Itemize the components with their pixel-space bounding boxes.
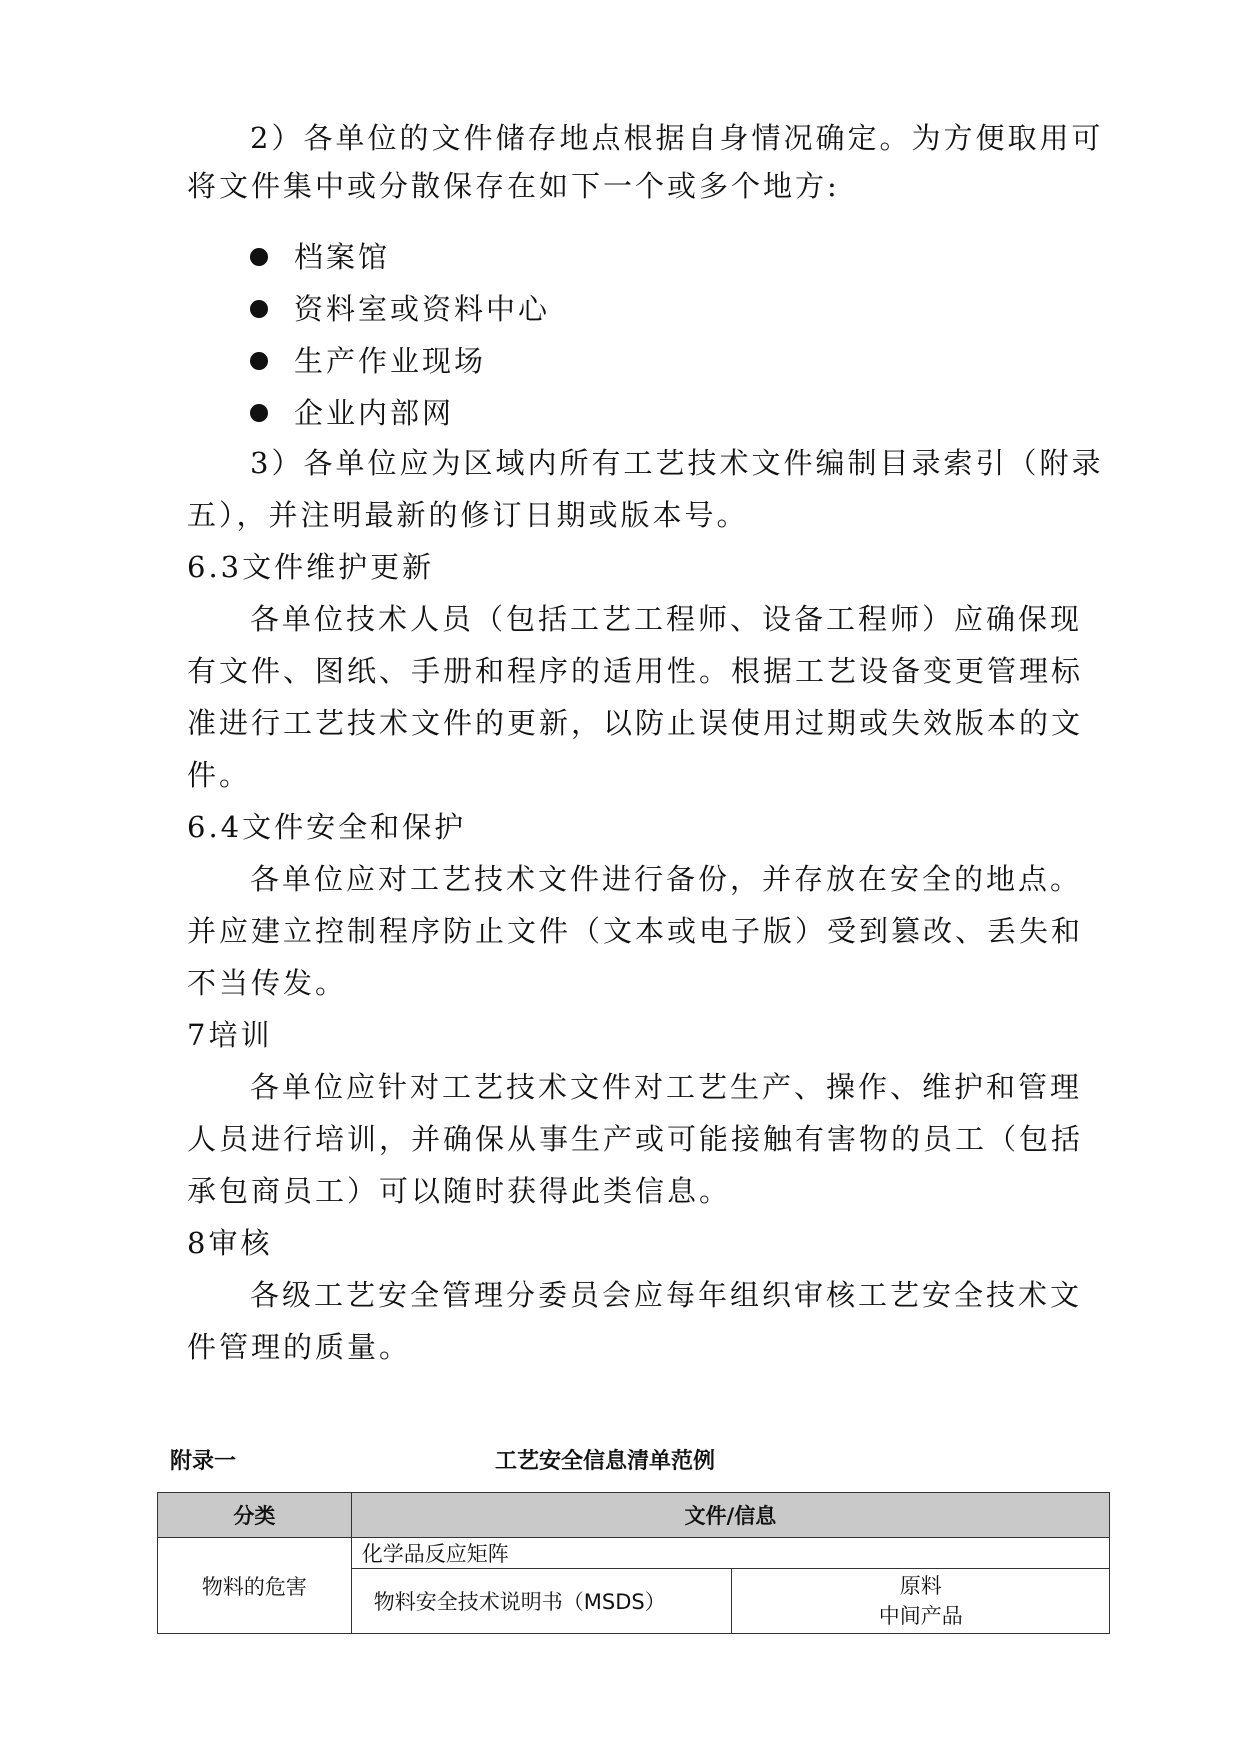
bullet-item: 生产作业现场	[294, 344, 487, 378]
table-row	[158, 1538, 1110, 1569]
appendix-title: 工艺安全信息清单范例	[495, 1449, 716, 1474]
bullet-dot-icon	[250, 404, 268, 422]
bullet-dot-icon	[250, 352, 268, 370]
file-cell: 化学品反应矩阵	[351, 1538, 1109, 1569]
bullet-dot-icon	[250, 248, 268, 266]
paragraph-line: 各级工艺安全管理分委员会应每年组织审核工艺安全技术文	[250, 1278, 1083, 1312]
paragraph-line: 不当传发。	[187, 966, 348, 1000]
section-heading: 8审核	[187, 1226, 273, 1260]
info-table	[157, 1492, 1110, 1634]
paragraph-line: 承包商员工）可以随时获得此类信息。	[187, 1174, 732, 1208]
bullet-item: 档案馆	[294, 240, 391, 274]
appendix-label: 附录一	[170, 1449, 237, 1474]
section-heading: 7培训	[187, 1018, 273, 1052]
header-category: 分类	[158, 1493, 352, 1538]
paragraph-line: 2）各单位的文件储存地点根据自身情况确定。为方便取用可	[250, 121, 1104, 155]
bullet-item: 资料室或资料中心	[294, 292, 551, 326]
paragraph-line: 准进行工艺技术文件的更新，以防止误使用过期或失效版本的文	[187, 706, 1084, 740]
detail-line: 原料	[899, 1574, 942, 1598]
paragraph-line: 五），并注明最新的修订日期或版本号。	[187, 498, 749, 532]
paragraph-line: 件管理的质量。	[187, 1330, 412, 1364]
header-file-info: 文件/信息	[351, 1493, 1109, 1538]
file-cell: 物料安全技术说明书（MSDS）	[351, 1569, 732, 1634]
bullet-item: 企业内部网	[294, 396, 455, 430]
paragraph-line: 有文件、图纸、手册和程序的适用性。根据工艺设备变更管理标	[187, 654, 1084, 688]
paragraph-line: 各单位技术人员（包括工艺工程师、设备工程师）应确保现	[250, 602, 1083, 636]
table-header-row	[158, 1493, 1110, 1538]
section-heading: 6.3文件维护更新	[187, 550, 435, 584]
detail-line: 中间产品	[878, 1604, 963, 1628]
paragraph-line: 将文件集中或分散保存在如下一个或多个地方:	[187, 169, 840, 203]
paragraph-line: 并应建立控制程序防止文件（文本或电子版）受到篡改、丢失和	[187, 914, 1084, 948]
section-heading: 6.4文件安全和保护	[187, 810, 467, 844]
category-cell: 物料的危害	[158, 1538, 352, 1634]
paragraph-line: 各单位应对工艺技术文件进行备份，并存放在安全的地点。	[250, 862, 1083, 896]
detail-cell	[732, 1569, 1110, 1634]
paragraph-line: 件。	[187, 758, 252, 792]
paragraph-line: 各单位应针对工艺技术文件对工艺生产、操作、维护和管理	[250, 1070, 1083, 1104]
paragraph-line: 3）各单位应为区域内所有工艺技术文件编制目录索引（附录	[250, 446, 1104, 480]
bullet-dot-icon	[250, 300, 268, 318]
paragraph-line: 人员进行培训，并确保从事生产或可能接触有害物的员工（包括	[187, 1122, 1084, 1156]
